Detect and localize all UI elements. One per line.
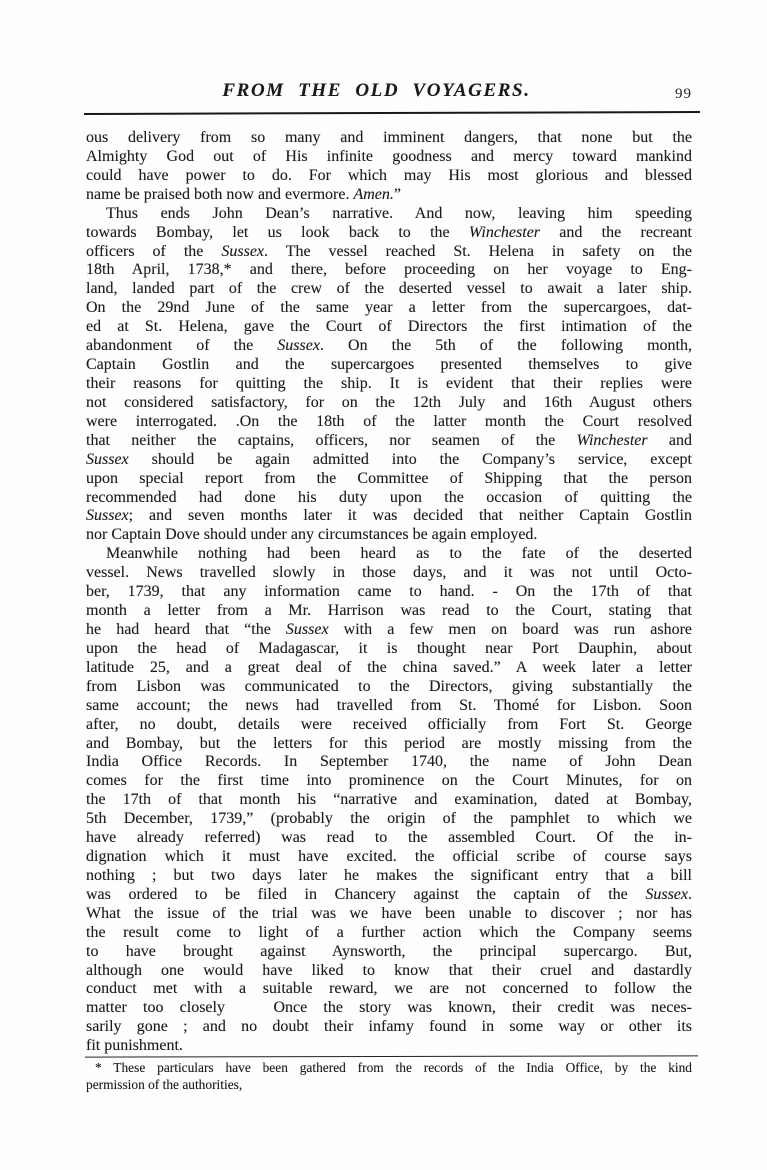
text-line: same account; the news had travelled from St. Thomé for Lisbon. Soon bbox=[86, 696, 692, 714]
text-line: nothing ; but two days later he makes the significant entry that a bill bbox=[86, 866, 692, 884]
text-line: Sussex; and seven months later it was decided that neither Captain Gostlin bbox=[86, 507, 692, 525]
text-line: upon the head of Madagascar, it is thought near Port Dauphin, about bbox=[86, 639, 692, 657]
text-line: land, landed part of the crew of the deserted vessel to await a later ship. bbox=[86, 280, 692, 298]
text-line: nor Captain Dove should under any circumstances be again employed. bbox=[86, 526, 538, 544]
footnote-line: permission of the authorities, bbox=[86, 1076, 243, 1092]
text-line: Meanwhile nothing had been heard as to the fate of the deserted bbox=[106, 545, 692, 563]
paragraph-1 bbox=[86, 129, 692, 205]
text-line: although one would have liked to know that their cruel and dastardly bbox=[86, 961, 692, 979]
text-line: the result come to light of a further action which the Company seems bbox=[86, 923, 692, 941]
text-line: their reasons for quitting the ship. It is evident that their replies were bbox=[86, 374, 692, 392]
text-line: 18th April, 1738,* and there, before proceeding on her voyage to Eng- bbox=[86, 261, 692, 279]
text-line: sarily gone ; and no doubt their infamy found in some way or other its bbox=[86, 1018, 692, 1036]
text-line: Captain Gostlin and the supercargoes presented themselves to give bbox=[86, 356, 692, 374]
text-line: 5th December, 1739,” (probably the origin of the pamphlet to which we bbox=[86, 810, 692, 828]
body-text bbox=[86, 129, 692, 1056]
text-line: to have brought against Aynsworth, the principal supercargo. But, bbox=[86, 942, 692, 960]
text-line: vessel. News travelled slowly in those days, and it was not until Octo- bbox=[86, 564, 692, 582]
text-line: On the 29nd June of the same year a letter from the supercargoes, dat- bbox=[86, 299, 692, 317]
text-line: not considered satisfactory, for on the 12th July and 16th August others bbox=[86, 393, 692, 411]
text-line: Almighty God out of His infinite goodness and mercy toward mankind bbox=[86, 147, 692, 165]
text-line: were interrogated. .On the 18th of the latter month the Court resolved bbox=[86, 412, 692, 430]
page-title: FROM THE OLD VOYAGERS. bbox=[222, 80, 531, 101]
text-line: latitude 25, and a great deal of the china saved.” A week later a letter bbox=[86, 658, 692, 676]
footnote bbox=[86, 1060, 692, 1093]
text-line: ber, 1739, that any information came to hand. - On the 17th of that bbox=[86, 583, 692, 601]
header-rule bbox=[84, 111, 700, 115]
page-number: 99 bbox=[675, 86, 692, 102]
text-line: Thus ends John Dean’s narrative. And now, leaving him speeding bbox=[106, 204, 692, 222]
text-line: after, no doubt, details were received officially from Fort St. George bbox=[86, 715, 692, 733]
text-line: upon special report from the Committee of Shipping that the person bbox=[86, 469, 692, 487]
text-line: abandonment of the Sussex. On the 5th of the following month, bbox=[86, 337, 692, 355]
text-line: What the issue of the trial was we have been unable to discover ; nor has bbox=[86, 904, 692, 922]
text-line: conduct met with a suitable reward, we are not concerned to follow the bbox=[86, 980, 692, 998]
text-line: fit punishment. bbox=[86, 1037, 183, 1055]
text-line: ous delivery from so many and imminent dangers, that none but the bbox=[86, 129, 692, 146]
text-line: India Office Records. In September 1740, the name of John Dean bbox=[86, 753, 692, 771]
paragraph-3 bbox=[86, 545, 692, 1056]
text-line: ed at St. Helena, gave the Court of Directors the first intimation of the bbox=[86, 318, 692, 336]
text-line: dignation which it must have excited. the official scribe of course says bbox=[86, 848, 692, 866]
text-line: have already referred) was read to the assembled Court. Of the in- bbox=[86, 829, 692, 847]
text-line: the 17th of that month his “narrative and examination, dated at Bombay, bbox=[86, 791, 692, 809]
text-line: was ordered to be filed in Chancery against the captain of the Sussex. bbox=[86, 885, 692, 903]
footnote-line: * These particulars have been gathered from the records of the India Office, by the kind bbox=[95, 1060, 692, 1075]
text-line: that neither the captains, officers, nor seamen of the Winchester and bbox=[86, 431, 692, 449]
text-line: from Lisbon was communicated to the Directors, giving substantially the bbox=[86, 677, 692, 695]
text-line: officers of the Sussex. The vessel reached St. Helena in safety on the bbox=[86, 242, 692, 260]
text-line: he had heard that “the Sussex with a few men on board was run ashore bbox=[86, 620, 692, 638]
paragraph-2 bbox=[86, 205, 692, 546]
text-line: matter too closely Once the story was known, their credit was neces- bbox=[86, 999, 692, 1017]
text-line: name be praised both now and evermore. Amen.” bbox=[86, 185, 402, 203]
text-line: month a letter from a Mr. Harrison was read to the Court, stating that bbox=[86, 602, 692, 620]
text-line: comes for the first time into prominence on the Court Minutes, for on bbox=[86, 772, 692, 790]
footnote-rule bbox=[85, 1055, 698, 1057]
text-line: recommended had done his duty upon the occasion of quitting the bbox=[86, 488, 692, 506]
text-line: towards Bombay, let us look back to the Winchester and the recreant bbox=[86, 223, 693, 241]
text-line: Sussex should be again admitted into the Company’s service, except bbox=[86, 450, 692, 468]
text-line: and Bombay, but the letters for this period are mostly missing from the bbox=[86, 734, 692, 752]
text-line: could have power to do. For which may His most glorious and blessed bbox=[86, 166, 692, 184]
running-header bbox=[85, 80, 698, 106]
